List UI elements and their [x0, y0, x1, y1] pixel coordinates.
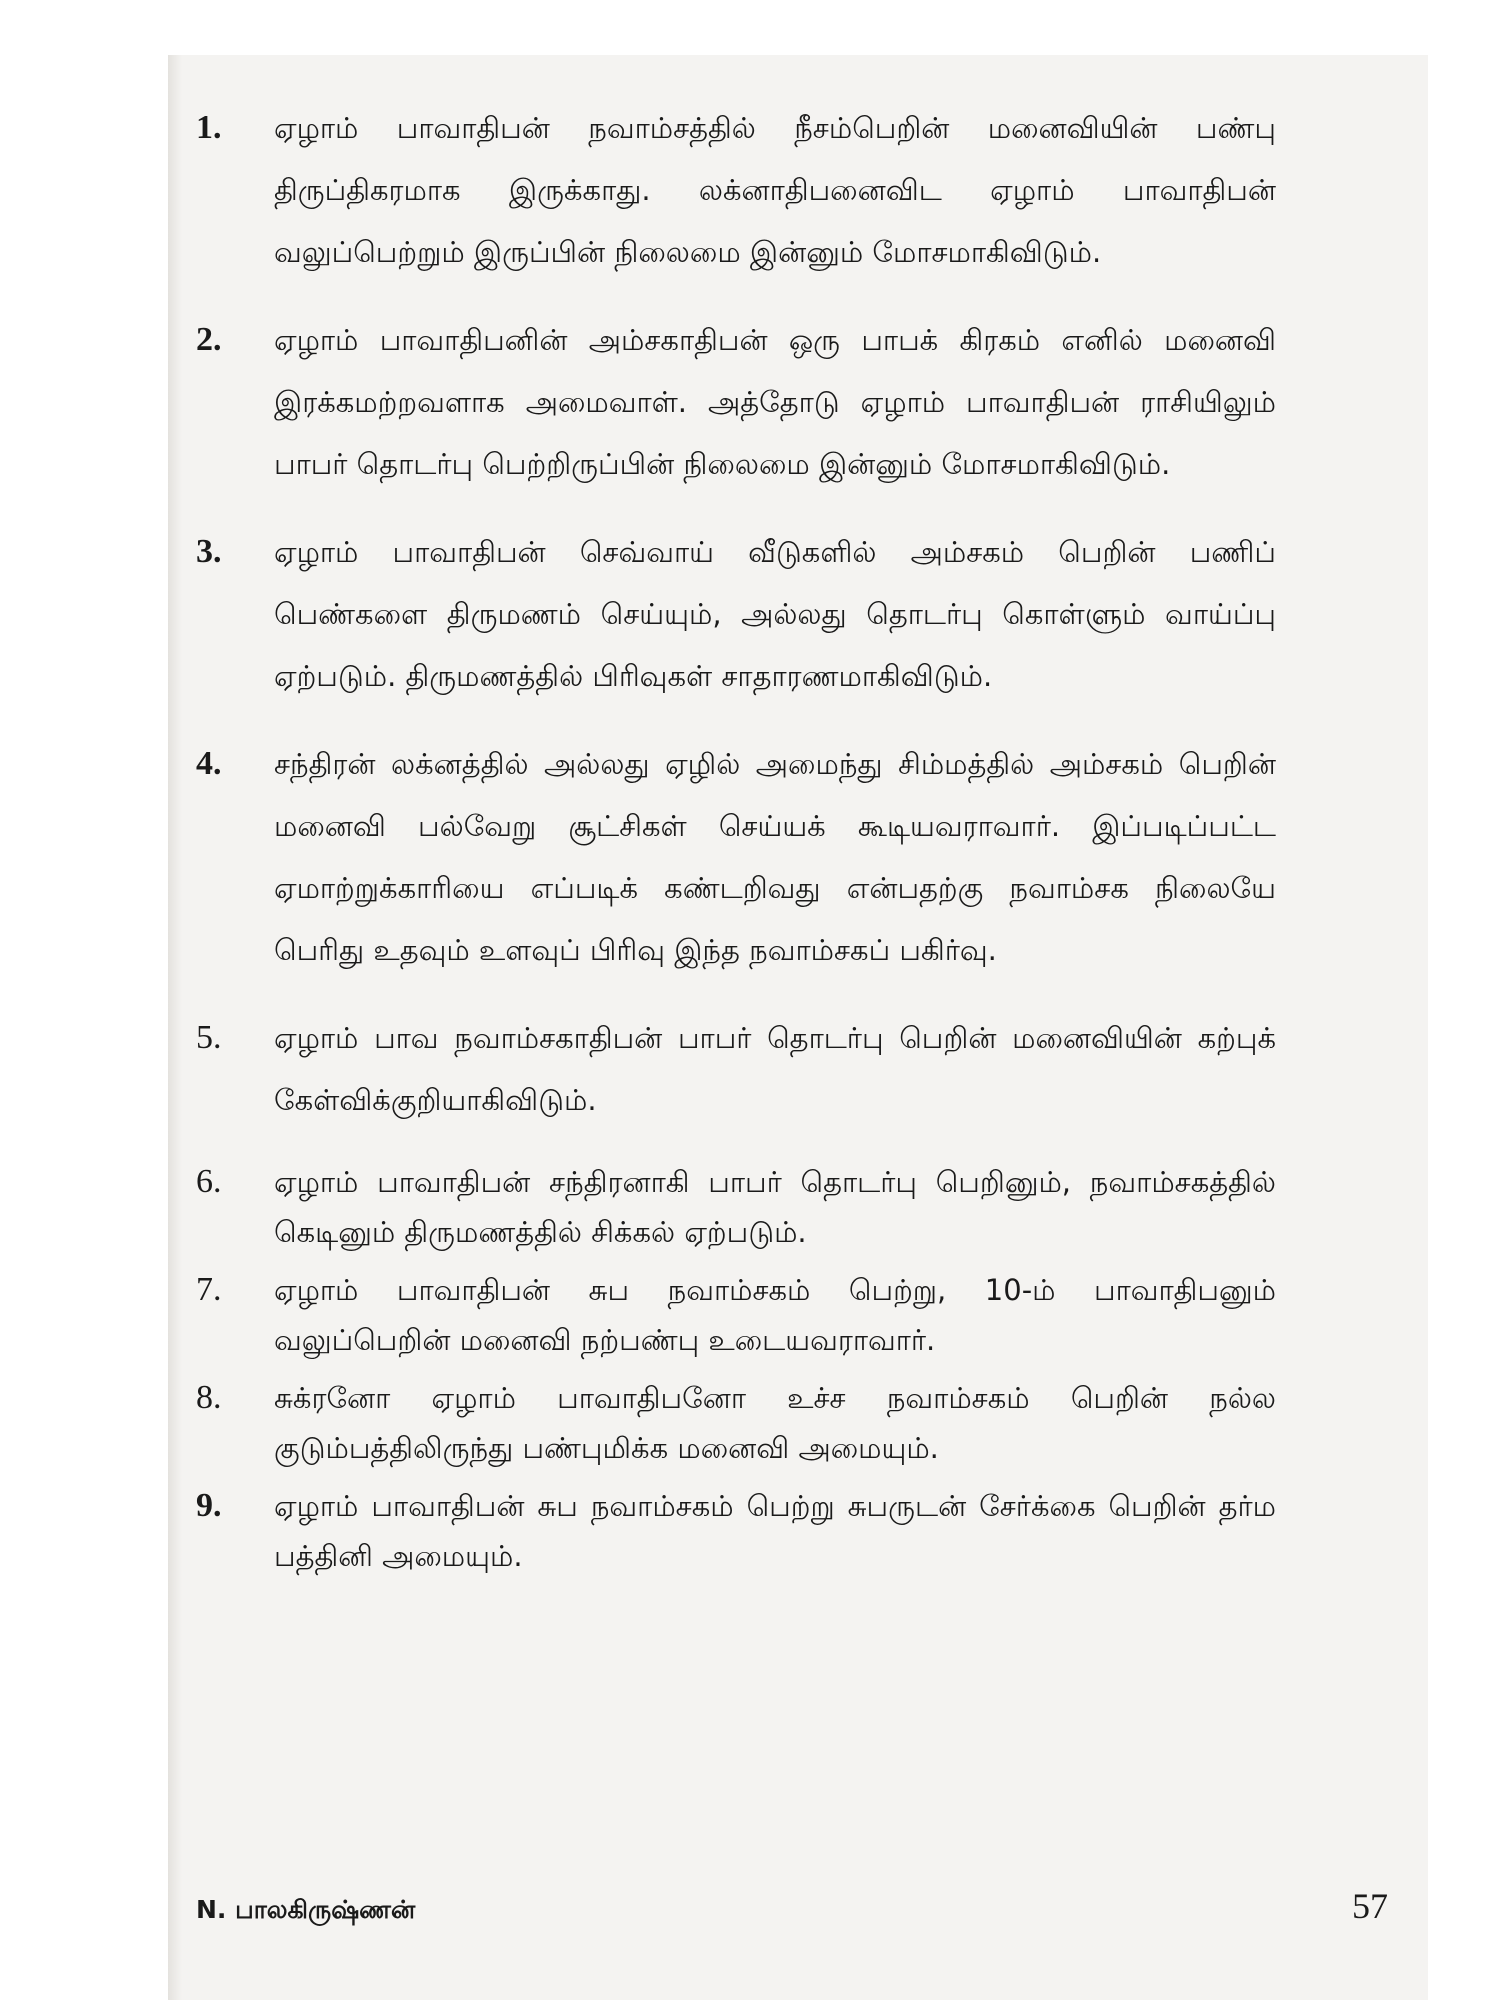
page-number: 57: [1352, 1886, 1388, 1926]
item-text: சுக்ரனோ ஏழாம் பாவாதிபனோ உச்ச நவாம்சகம் பெறின் நல்ல குடும்பத்திலிருந்து பண்புமிக்க மனைவி அமையும்.: [274, 1381, 1276, 1465]
item-number: 9.: [196, 1487, 222, 1524]
list-item: [196, 309, 1276, 495]
item-text: ஏழாம் பாவாதிபன் நவாம்சத்தில் நீசம்பெறின் மனைவியின் பண்பு திருப்திகரமாக இருக்காது. லக்னாதிபனைவிட ஏழாம் பாவாதிபன் வலுப்பெற்றும் இருப்பின் நிலைமை இன்னும் மோசமாகிவிடும்.: [274, 111, 1276, 269]
item-number: 4.: [196, 745, 222, 782]
item-number: 6.: [196, 1163, 222, 1200]
item-number: 3.: [196, 533, 222, 570]
list-item: [196, 733, 1276, 981]
list-item: [196, 521, 1276, 707]
item-number: 1.: [196, 109, 222, 146]
list-item: [196, 1481, 1276, 1581]
item-text: ஏழாம் பாவ நவாம்சகாதிபன் பாபர் தொடர்பு பெறின் மனைவியின் கற்புக் கேள்விக்குறியாகிவிடும்.: [274, 1021, 1276, 1117]
author-name: N. பாலகிருஷ்ணன்: [196, 1895, 416, 1924]
list-item: [196, 1265, 1276, 1365]
item-number: 8.: [196, 1379, 222, 1416]
item-text: ஏழாம் பாவாதிபன் சுப நவாம்சகம் பெற்று சுபருடன் சேர்க்கை பெறின் தர்ம பத்தினி அமையும்.: [274, 1489, 1276, 1573]
item-text: ஏழாம் பாவாதிபன் செவ்வாய் வீடுகளில் அம்சகம் பெறின் பணிப் பெண்களை திருமணம் செய்யும், அல்லது தொடர்பு கொள்ளும் வாய்ப்பு ஏற்படும். திருமணத்தில் பிரிவுகள் சாதாரணமாகிவிடும்.: [274, 535, 1276, 693]
item-text: சந்திரன் லக்னத்தில் அல்லது ஏழில் அமைந்து சிம்மத்தில் அம்சகம் பெறின் மனைவி பல்வேறு சூட்சிகள் செய்யக் கூடியவராவார். இப்படிப்பட்ட ஏமாற்றுக்காரியை எப்படிக் கண்டறிவது என்பதற்கு நவாம்சக நிலையே பெரிது உதவும் உளவுப் பிரிவு இந்த நவாம்சகப் பகிர்வு.: [274, 747, 1276, 967]
list-item: [196, 1007, 1276, 1131]
astrology-rules-list: [196, 97, 1276, 1581]
item-text: ஏழாம் பாவாதிபனின் அம்சகாதிபன் ஒரு பாபக் கிரகம் எனில் மனைவி இரக்கமற்றவளாக அமைவாள். அத்தோடு ஏழாம் பாவாதிபன் ராசியிலும் பாபர் தொடர்பு பெற்றிருப்பின் நிலைமை இன்னும் மோசமாகிவிடும்.: [274, 323, 1276, 481]
list-item: [196, 1373, 1276, 1473]
item-text: ஏழாம் பாவாதிபன் சந்திரனாகி பாபர் தொடர்பு பெறினும், நவாம்சகத்தில் கெடினும் திருமணத்தில் சிக்கல் ஏற்படும்.: [274, 1165, 1276, 1249]
list-item: [196, 97, 1276, 283]
item-text: ஏழாம் பாவாதிபன் சுப நவாம்சகம் பெற்று, 10-ம் பாவாதிபனும் வலுப்பெறின் மனைவி நற்பண்பு உடையவராவார்.: [274, 1273, 1276, 1357]
list-item: [196, 1157, 1276, 1257]
item-number: 7.: [196, 1271, 222, 1308]
page-footer: [196, 1885, 1388, 1928]
book-page: [168, 55, 1428, 2000]
item-number: 5.: [196, 1019, 222, 1056]
item-number: 2.: [196, 321, 222, 358]
